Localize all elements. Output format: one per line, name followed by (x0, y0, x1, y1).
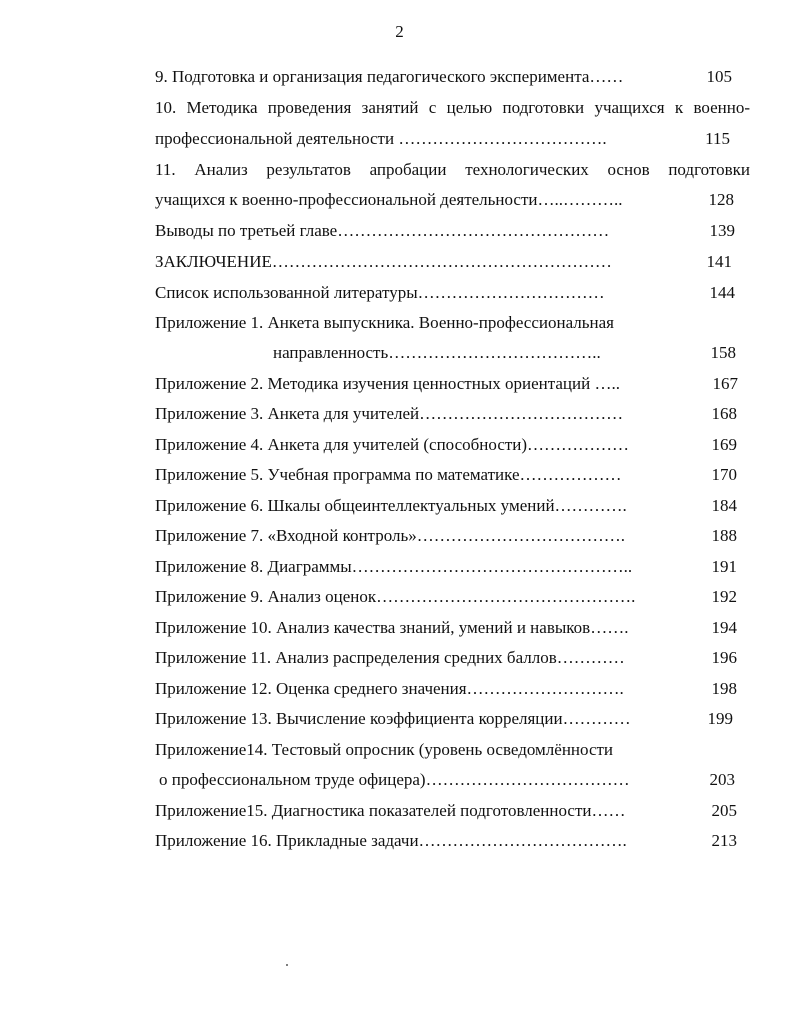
toc-appendix-10-page: 194 (711, 618, 737, 637)
toc-entry-11-title-line1: 11. Анализ результатов апробации технологических основ подготовки (155, 160, 750, 179)
toc-appendix-10-title: Приложение 10. Анализ качества знаний, умений и навыков……. (155, 618, 629, 637)
toc-entry-10-title-line2: профессиональной деятельности ………………………………. (155, 129, 607, 148)
toc-appendix-16-page: 213 (711, 831, 737, 850)
toc-entry-10-page: 115 (705, 129, 730, 148)
toc-appendix-9-page: 192 (711, 587, 737, 606)
toc-appendix-7-title: Приложение 7. «Входной контроль»………………………………. (155, 526, 625, 545)
toc-appendix-16-title: Приложение 16. Прикладные задачи………………………………. (155, 831, 627, 850)
toc-appendix-4-page: 169 (711, 435, 737, 454)
toc-appendix-3-title: Приложение 3. Анкета для учителей……………………………… (155, 404, 624, 423)
toc-appendix-12-page: 198 (711, 679, 737, 698)
toc-entry-11-title-line2: учащихся к военно-профессиональной деятельности…..……….. (155, 190, 623, 209)
toc-appendix-1-title-line2: направленность……………………………….. (273, 343, 601, 362)
toc-appendix-6-title: Приложение 6. Шкалы общеинтеллектуальных умений…………. (155, 496, 627, 515)
toc-appendix-2-title: Приложение 2. Методика изучения ценностных ориентаций ….. (155, 374, 620, 393)
toc-appendix-2-page: 167 (712, 374, 738, 393)
toc-appendix-12-title: Приложение 12. Оценка среднего значения………………………. (155, 679, 624, 698)
toc-appendix-8-title: Приложение 8. Диаграммы………………………………………….. (155, 557, 633, 576)
toc-appendix-9-title: Приложение 9. Анализ оценок………………………………………. (155, 587, 636, 606)
scan-speck (286, 964, 288, 966)
toc-appendix-14-title-line1: Приложение14. Тестовый опросник (уровень осведомлённости (155, 740, 614, 759)
toc-appendix-1-title-line1: Приложение 1. Анкета выпускника. Военно-профессиональная (155, 313, 614, 332)
toc-bibliography-title: Список использованной литературы…………………………… (155, 283, 605, 302)
toc-appendix-14-title-line2: о профессиональном труде офицера)……………………………… (159, 770, 630, 789)
toc-entry-11-page: 128 (708, 190, 734, 209)
page-number: 2 (395, 22, 404, 41)
toc-appendix-3-page: 168 (711, 404, 737, 423)
toc-appendix-1-page: 158 (710, 343, 736, 362)
toc-appendix-13-page: 199 (707, 709, 733, 728)
toc-conclusions-page: 139 (709, 221, 735, 240)
toc-bibliography-page: 144 (709, 283, 735, 302)
toc-entry-9-page: 105 (706, 67, 732, 86)
toc-appendix-11-title: Приложение 11. Анализ распределения средних баллов………… (155, 648, 625, 667)
toc-appendix-15-title: Приложение15. Диагностика показателей подготовленности…… (155, 801, 626, 820)
toc-conclusions-title: Выводы по третьей главе………………………………………… (155, 221, 610, 240)
toc-entry-9-title: 9. Подготовка и организация педагогического эксперимента…… (155, 67, 624, 86)
toc-appendix-14-page: 203 (709, 770, 735, 789)
toc-appendix-7-page: 188 (711, 526, 737, 545)
toc-appendix-13-title: Приложение 13. Вычисление коэффициента корреляции………… (155, 709, 631, 728)
toc-appendix-5-title: Приложение 5. Учебная программа по математике……………… (155, 465, 622, 484)
toc-appendix-5-page: 170 (711, 465, 737, 484)
toc-appendix-8-page: 191 (711, 557, 737, 576)
toc-appendix-4-title: Приложение 4. Анкета для учителей (способности)……………… (155, 435, 630, 454)
toc-appendix-11-page: 196 (711, 648, 737, 667)
toc-appendix-15-page: 205 (711, 801, 737, 820)
toc-entry-10-title-line1: 10. Методика проведения занятий с целью подготовки учащихся к военно- (155, 98, 750, 117)
toc-conclusion-page: 141 (706, 252, 732, 271)
toc-conclusion-title: ЗАКЛЮЧЕНИЕ…………………………………………………… (155, 252, 612, 271)
toc-appendix-6-page: 184 (711, 496, 737, 515)
